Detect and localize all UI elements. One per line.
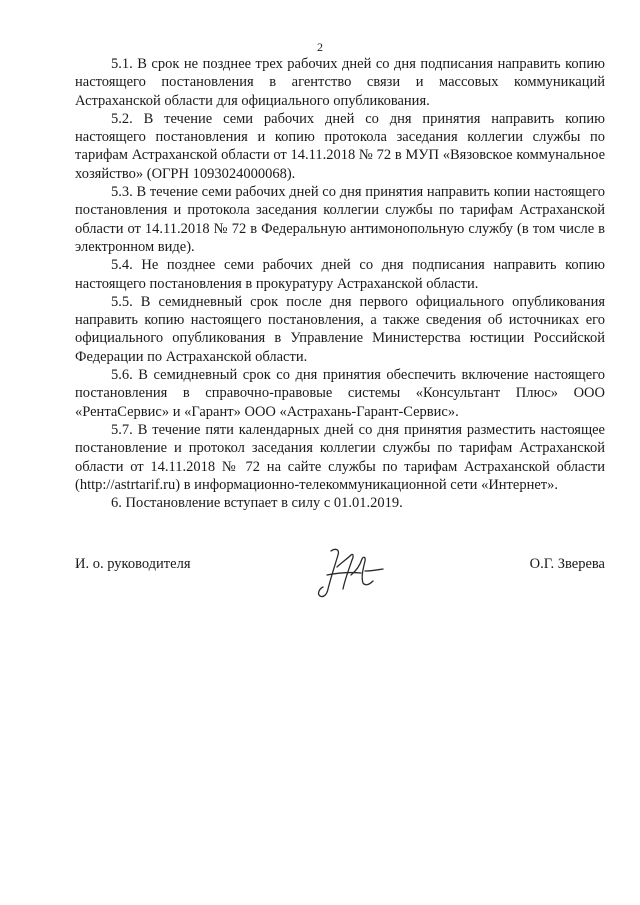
paragraph-5-4: 5.4. Не позднее семи рабочих дней со дня подписания направить копию настоящего постановления в прокуратуру Астраханской области. [75, 257, 605, 292]
paragraph-5-1: 5.1. В срок не позднее трех рабочих дней со дня подписания направить копию настоящего постановления в агентство связи и массовых коммуникаций Астраханской области для официального опубликования. [75, 56, 605, 109]
signature-block [75, 545, 605, 615]
handwritten-signature [307, 545, 387, 601]
paragraph-5-2: 5.2. В течение семи рабочих дней со дня принятия направить копию настоящего постановления и копию протокола заседания коллегии службы по тарифам Астраханской области от 14.11.2018 № 72 в МУП «Вязовское коммунальное хозяйство» (ОГРН 1093024000068). [75, 110, 605, 182]
paragraph-5-6: 5.6. В семидневный срок со дня принятия обеспечить включение настоящего постановления в справочно-правовые системы «Консультант Плюс» ООО «РентаСервис» и «Гарант» ООО «Астрахань-Гарант-Сервис». [75, 367, 605, 420]
paragraph-5-7: 5.7. В течение пяти календарных дней со дня принятия разместить настоящее постановление и протокол заседания коллегии службы по тарифам Астраханской области от 14.11.2018 № 72 на сайте службы по тарифам Астраханской области (http://astrtarif.ru) в информационно-телекоммуникационной сети «Интернет». [75, 421, 605, 493]
document-body [75, 55, 605, 512]
signatory-name: О.Г. Зверева [529, 556, 605, 572]
paragraph-5-3: 5.3. В течение семи рабочих дней со дня принятия направить копии настоящего постановления и протокола заседания коллегии службы по тарифам Астраханской области от 14.11.2018 № 72 в Федеральную антимонопольную службу (в том числе в электронном виде). [75, 184, 605, 255]
paragraph-5-5: 5.5. В семидневный срок после дня первого официального опубликования направить копию настоящего постановления, а также сведения об источниках его официального опубликования в Управление Министерства юстиции Российской Федерации по Астраханской области. [75, 293, 605, 365]
page-number: 2 [317, 40, 323, 54]
signatory-role: И. о. руководителя [75, 556, 191, 572]
paragraph-6: 6. Постановление вступает в силу с 01.01.2019. [111, 495, 403, 512]
